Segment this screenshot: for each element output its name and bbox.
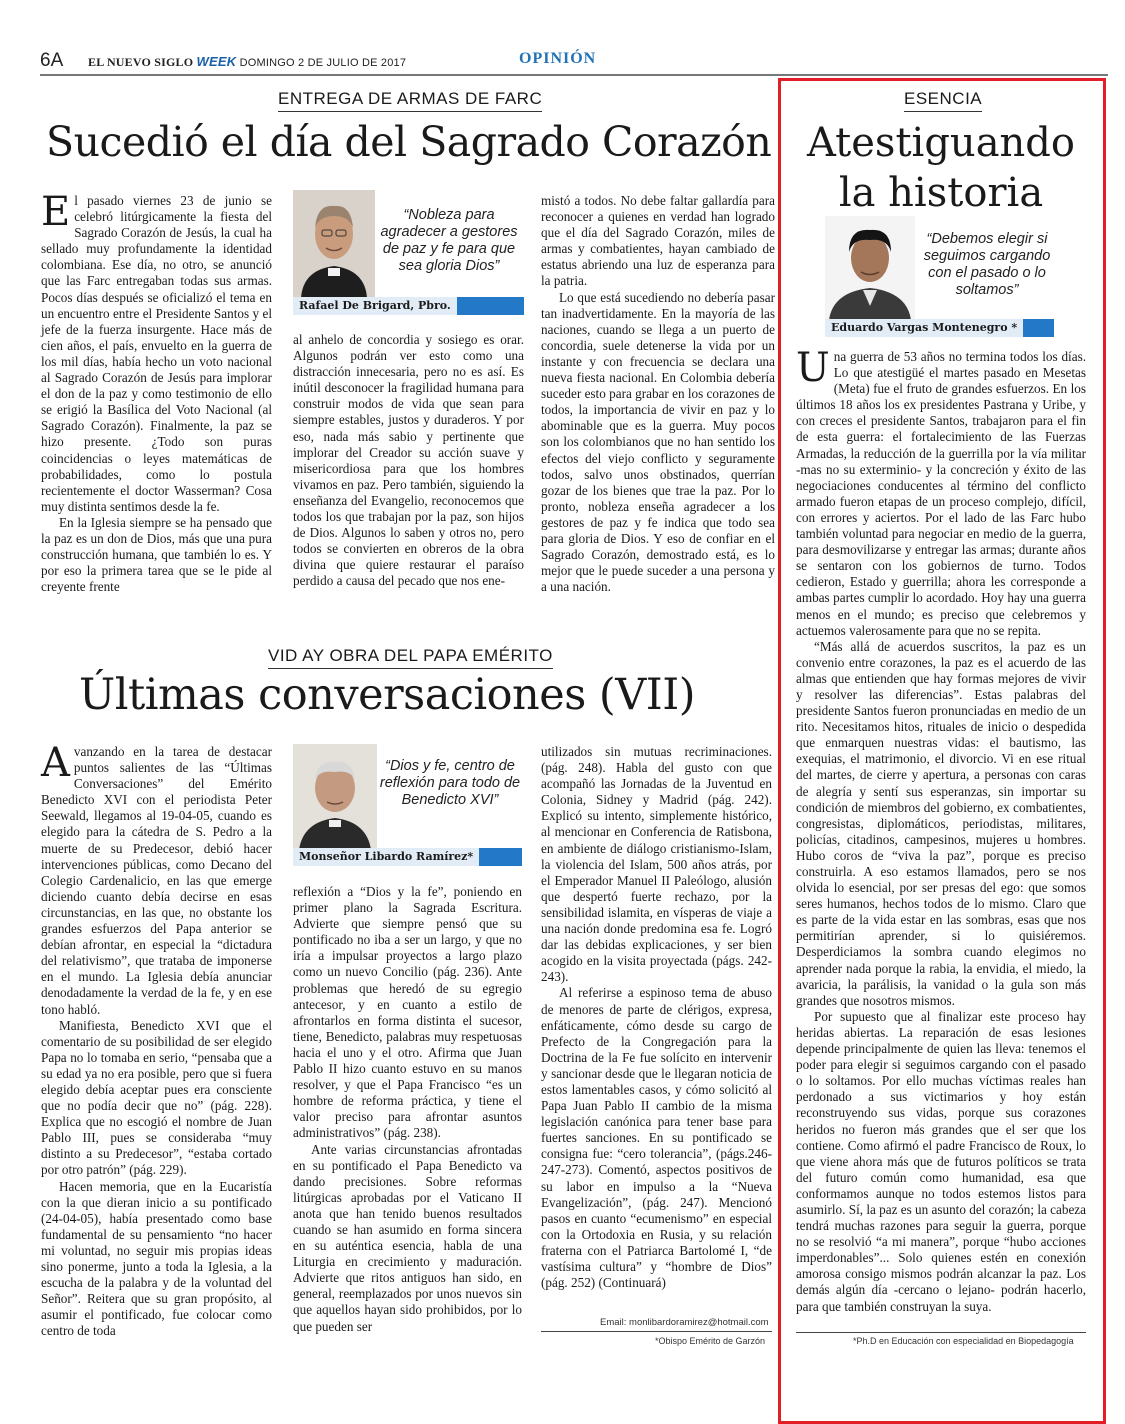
author-bar-eduardo [825,319,1054,337]
article3-headline [800,118,1082,218]
author-email: Email: monlibardoramirez@hotmail.com [600,1317,769,1328]
article3-kicker: ESENCIA [904,89,982,112]
article2-column-3 [541,744,772,1291]
portrait-illustration [293,190,375,298]
footnote-rule [796,1332,1086,1333]
article1-paragraph: En la Iglesia siempre se ha pensado que la paz es un don de Dios, más que una pura construcción humana, que también lo es. Y por eso la primera tarea que se le pide al creyente frente [41,514,272,595]
article2-paragraph: Manifiesta, Benedicto XVI que el comentario de su posibilidad de ser elegido Papa no lo tomaba en serio, “pensaba que a su edad ya no era posible, pero que si fuera elegido debía aceptar pues era consciente que no podía decir que no” (pág. 228). Explica que no escogió el nombre de Juan Pablo III, pues se consideraba “muy distinto a su Predecesor”, “estaba cortado por otro patrón” (pág. 229). [41,1017,272,1178]
article2-pull-quote: “Dios y fe, centro de reflexión para todo de Benedicto XVI” [379,758,521,808]
article2-column-2 [293,884,522,1335]
article2-paragraph: Al referirse a espinoso tema de abuso de menores de parte de clérigos, expresa, enfáticamente, cómo desde su cargo de Prefecto de la Congregación para la Doctrina de la Fe fue solícito en intervenir y sancionar desde que le llegaran noticia de estos lamentables casos, y cómo solicitó al Papa Juan Pablo II cambio de la misma legislación canónica para tener base para fuertes sanciones. En su pontificado se consigna fue: “cero tolerancia”, (págs.246-247-273). Comentó, aspectos positivos de su labor en impulso a la “Nueva Evangelización”, (pág. 247). Mencionó pasos en cuanto “ecumenismo” en especial con la Ortodoxia en Rusia, y su relación fraterna con el Patriarca Bartolomé I, “de vastísima cultura” y “hombre de Dios” (pág. 252) (Continuará) [541,985,772,1291]
article2-column-1 [41,740,272,1339]
article1-paragraph: El pasado viernes 23 de junio se celebró litúrgicamente la fiesta del Sagrado Corazón de Jesús, la cual ha sellado muy profundamente la identidad colombiana. Ese día, no otro, se anunció que las Farc entregaban todas sus armas. Pocos días después se oficializó el tema en un encuentro entre el Presidente Santos y el jefe de la fuerza insurgente. Hace más de cien años, el país, envuelto en la guerra de los mil días, había hecho un voto nacional al Sagrado Corazón de Jesús para implorar el don de la paz y como testimonio de ello se erigió la Basílica del Voto Nacional (al Sagrado Corazón). Finalmente, la paz se hizo presente. ¿Todo son puras coincidencias o leyes matemáticas de probabilidades, como lo postula recientemente el doctor Wasserman? Cosa muy distinta sentimos desde la fe. [41,189,272,514]
article3-footnote: *Ph.D en Educación con especialidad en Biopedagogía [853,1336,1074,1346]
author-photo-eduardo [825,216,915,320]
article1-paragraph: al anhelo de concordia y sosiego es orar. Algunos podrán ver esto como una distracción innecesaria, pero no es así. Es inútil desconocer la fragilidad humana para construir modos de vida que sean para siempre estables, justos y duraderos. Y por eso, nada más sabio y pertinente que implorar del Creador su acción suave y misericordiosa para que los hombres vivamos en paz. Pero también, siguiendo la enseñanza del Evangelio, reconocemos que todos los que trabajan por la paz, son hijos de Dios. Algunos lo saben y otros no, pero todos se convierten en obreros de la obra divina que quiere restaurar el paraíso perdido a causa del pecado que nos ene- [293,332,524,589]
article2-paragraph: Hacen memoria, que en la Eucaristía con la que dieran inicio a su pontificado (24-04-05), había presentado como base fundamental de su pensamiento “no hacer mi voluntad, no seguir mis propias ideas sino ponerme, junto a toda la Iglesia, a la escucha de la palabra y de la voluntad del Señor”. Reitera que su gran propósito, al asumir el pontificado, fue colocar como centro de toda [41,1178,272,1339]
author-bar-libardo [293,848,522,866]
masthead [88,54,406,70]
author-bar-rafael [293,297,524,315]
article1-paragraph: mistó a todos. No debe faltar gallardía para reconocer a quienes en verdad han logrado que el día del Sagrado Corazón, miles de armas y combatientes, hayan cambiado de estatus abriendo una luz de esperanza para la patria. [541,193,775,289]
article1-pull-quote: “Nobleza para agradecer a gestores de paz y fe para que sea gloria Dios” [380,207,518,274]
article3-paragraph: Por supuesto que al finalizar este proceso hay heridas abiertas. La reparación de esas lesiones depende principalmente de quien las lleva: tenemos el poder para elegir si seguimos cargando con el pasado o lo soltamos. Por ello muchas víctimas reales han perdonado a sus victimarios y hoy están reconstruyendo sus vidas, porque sus corazones heridos no fueron más grandes que el ser que los contiene. Como afirmó el padre Francisco de Roux, lo que viene ahora más que de futuros políticos se trata del futuro común como humanidad, esa que conformamos aunque no todos estemos listos para asumirlo. Sí, la paz es un asunto del corazón; la cabeza tendrá muchas razones para seguir la guerra, porque no se resolvió “a mi manera”, porque “hubo acciones imperdonables”... Solo quienes estén en conexión amorosa consigo mismos podrán alcanzar la paz. Los demás algún día -cercano o lejano- podrán hacerlo, para que también construyan la suya. [796,1008,1087,1314]
section-title: OPINIÓN [519,50,597,67]
article2-footnote: *Obispo Emérito de Garzón [655,1336,766,1346]
headline-line-2: la historia [838,170,1044,216]
drop-cap: E [41,189,71,235]
article2-headline: Últimas conversaciones (VII) [79,670,696,720]
article2-paragraph: utilizados sin mutuas recriminaciones. (pág. 248). Habla del gusto con que acompañó las Jornadas de la Juventud en Colonia, Sidney y Madrid (pág. 242). Explicó su intento, simplemente histórico, al mencionar en Conferencia de Ratisbona, en ambiente de diálogo cristianismo-Islam, la violencia del Islam, 500 años atrás, por el Emperador Manuel II Paleólogo, alusión que despertó fuerte rechazo, por la sensibilidad islamita, en vísperas de viaje a una nación donde predomina esa fe. Logró dar las debidas explicaciones, y ser bien acogido en la visita proyectada (págs. 242-243). [541,744,772,985]
article1-column-1 [41,189,272,595]
article2-paragraph: Ante varias circunstancias afrontadas en su pontificado el Papa Benedicto va dando precisiones. Sobre reformas litúrgicas aprobadas por el Vaticano II anota que han tenido buenos resultados cuando se han asumido en forma sincera en su auténtica esencia, habla de una Liturgia en crecimiento y maduración. Advierte que ritos antiguos han sido, en general, reemplazados por unos nuevos sin que aquellos hayan sido prohibidos, por lo que pueden ser [293,1141,522,1334]
headline-line-1: Atestiguando [807,120,1075,166]
portrait-illustration [825,216,915,320]
article1-kicker: ENTREGA DE ARMAS DE FARC [278,89,542,112]
issue-date: DOMINGO 2 DE JULIO DE 2017 [239,57,407,69]
paper-name: EL NUEVO SIGLO [88,55,194,69]
author-photo-rafael [293,190,375,298]
article2-paragraph: Avanzando en la tarea de destacar puntos salientes de las “Últimas Conversaciones” del Emérito Benedicto XVI con el periodista Peter Seewald, llegamos al 19-04-05, cuando es elegido para la cátedra de S. Pedro a la muerte de su Predecesor, debió hacer intervenciones públicas, como Decano del Colegio Cardenalicio, en las que emerge diciendo cuanto debía decirse en esas circunstancias, en las que, no obstante los grandes esfuerzos del Papa anterior se debían afrontar, en especial la “dictadura del relativismo”, que trataba de imponerse en el mundo. La Iglesia debía anunciar denodadamente la verdad de la fe, y en ese tono habló. [41,740,272,1017]
article1-headline: Sucedió el día del Sagrado Corazón [46,118,772,166]
page-number: 6A [40,50,64,71]
header-rule [40,74,1108,76]
article1-column-3 [541,193,775,595]
article2-kicker: VID AY OBRA DEL PAPA EMÉRITO [268,646,553,669]
article3-body [796,345,1087,1315]
author-photo-libardo [293,744,377,850]
edition-name: WEEK [196,54,237,69]
article3-pull-quote: “Debemos elegir si seguimos cargando con el pasado o lo soltamos” [923,231,1051,298]
article2-paragraph: reflexión a “Dios y la fe”, poniendo en primer plano la Sagrada Escritura. Advierte que siempre pensó que su pontificado no iba a ser un largo, y que no iría a impulsar proyectos a largo plazo como un nuevo Concilio (pág. 236). Ante problemas que heredó de su egregio antecesor, y en cuanto a estilo de afrontarlos en forma distinta el sucesor, tiene, Benedicto, palabras muy respetuosas hacia el uno y el otro. Afirma que Juan Pablo II hizo cuanto estuvo en su manos resolver, y que el Papa Francisco “es un hombre de reforma práctica, y tiene el valor preciso para afrontar asuntos administrativos” (pág. 238). [293,884,522,1141]
article1-column-2 [293,332,524,590]
author-name: Eduardo Vargas Montenegro * [825,319,1023,337]
portrait-illustration [293,744,377,850]
author-name: Rafael De Brigard, Pbro. [293,297,457,315]
article3-paragraph: “Más allá de acuerdos suscritos, la paz es un convenio entre corazones, la paz es el acuerdo de las almas que entienden que hay formas mejores de vivir y resolver las diferencias”. Estas palabras del presidente Santos fueron pronunciadas en medio de un rito. Necesitamos hitos, rituales de inicio o despedida que enmarquen nuestras vidas: el bautismo, las exequias, el matrimonio, el divorcio. Vi en ese ritual del martes, de cierre y apertura, a personas con caras de alegría y sentí sus esperanzas, sin importar su condición de miembros del gobierno, ex combatientes, congresistas, diplomáticos, periodistas, militares, policías, citadinos, campesinos, mujeres u hombres. Hubo coros de “viva la paz”, porque es preciso construirla. A eso estamos llamados, pero se nos olvida lo esencial, por ser presas del ego: que somos seres humanos, hechos todos de lo mismo. Claro que es parte de la vida estar en las sombras, esas que nos permitirían aprender, si lo quisiéremos. Desperdiciamos la sombra cuando elegimos no aprender nada porque la rabia, la envidia, el miedo, la avaricia, la parálisis, la vanidad o la gula son más grandes que nosotros mismos. [796,638,1086,1008]
drop-cap: A [41,740,70,786]
footnote-rule [541,1331,772,1332]
author-name: Monseñor Libardo Ramírez* [293,848,479,866]
article1-paragraph: Lo que está sucediendo no debería pasar tan inadvertidamente. En la mayoría de las naciones, cuando se llega a un puerto de concordia, suele detenerse la vida por un instante y con frecuencia se declara una nueva fiesta nacional. En Colombia debería suceder esto para grabar en los corazones de todos, la importancia de vivir en paz y lo abominable que es la guerra. Muy pocos son los colombianos que no han sentido los efectos del viejo conflicto y seguramente todos, salvo unos obstinados, querrían gozar de los bienes que trae la paz. Por lo pronto, nobleza enseña agradecer a los gestores de paz y fe indica que todo sea para gloria de Dios. Y eso de confiar en el Sagrado Corazón, demostrado está, es lo mejor que le puede suceder a una persona y a una nación. [541,289,775,595]
drop-cap: U [796,345,830,391]
article3-paragraph: Una guerra de 53 años no termina todos los días. Lo que atestigüé el martes pasado en Mesetas (Meta) fue el fruto de grandes esfuerzos. En los últimos 18 años los ex presidentes Pastrana y Uribe, y con creces el presidente Santos, trabajaron para el fin de esta guerra: el fortalecimiento de las Fuerzas Armadas, la reducción de la guerrilla por la vía militar -mas no su exterminio- y la concreción y éxito de las negociaciones conducentes al término del conflicto armado fueron etapas de un proceso complejo, difícil, con errores y aciertos. Por el lado de las Farc hubo también voluntad para negociar en medio de la guerra, para desmovilizarse y entregar las armas; durante años se sentaron con los gobiernos de turno. Todos cedieron, Estado y guerrilla; ahora les corresponde a ambas partes cumplir lo acordado. Hoy hay una guerra menos en el mundo; es preciso que celebremos y actuemos valerosamente para que no se repita. [796,345,1086,638]
